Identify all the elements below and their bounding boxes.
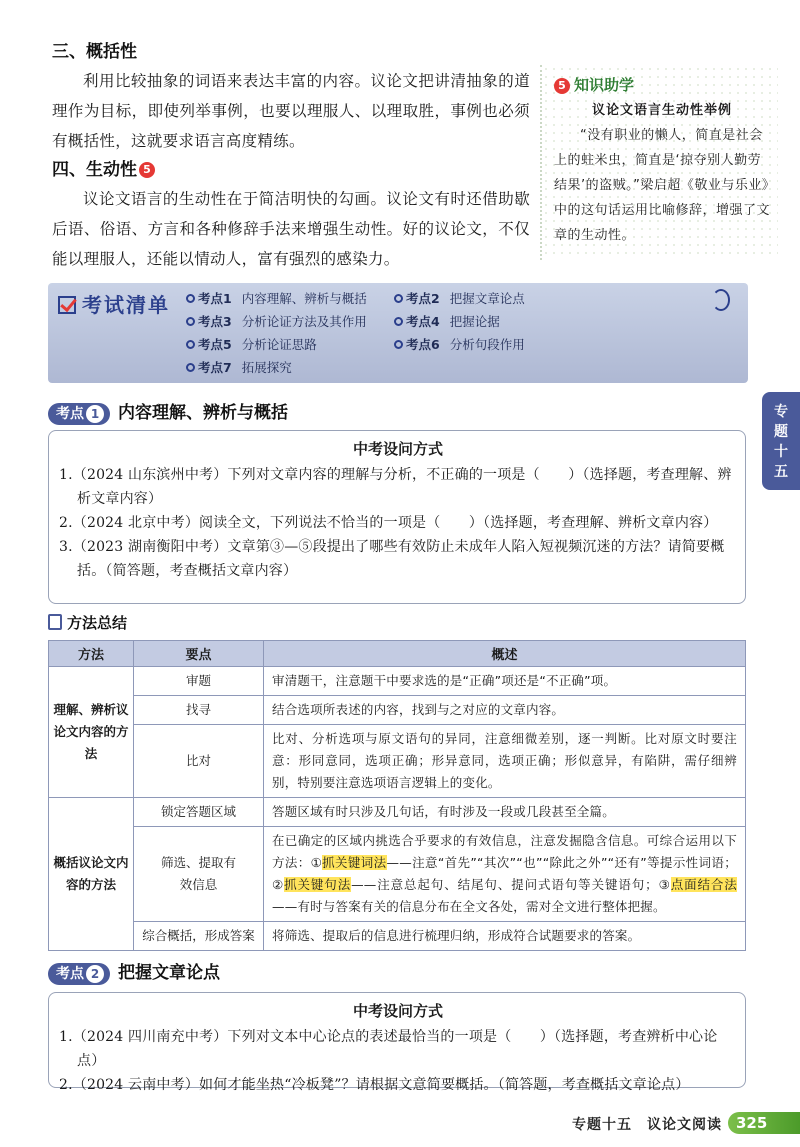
- point-cell: 找寻: [134, 696, 264, 725]
- method-group-2: 概括议论文内容的方法: [49, 798, 134, 951]
- question-box-title: 中考设问方式: [352, 440, 443, 458]
- header-desc: 概述: [264, 641, 746, 667]
- desc-cell: 审清题干，注意题干中要求选的是“正确”项还是“不正确”项。: [264, 667, 746, 696]
- table-header-row: [49, 641, 746, 667]
- chapter-side-tab: 专 题 十 五: [762, 392, 800, 490]
- footer-chapter: 专题十五 议论文阅读: [572, 1117, 722, 1133]
- section-4-paragraph: 议论文语言的生动性在于简洁明快的勾画。议论文有时还借助歇后语、俗语、方言和各种修辞手法来增强生动性。好的议论文，不仅能以理服人，还能以情动人，富有强烈的感染力。: [52, 190, 530, 268]
- question-item: 2.（2024 北京中考）阅读全文，下列说法不恰当的一项是（ ）（选择题，考查理解、辨析文章内容）: [59, 515, 718, 531]
- question-item: 1.（2024 四川南充中考）下列对文本中心论点的表述最恰当的一项是（ ）（选择题，考查辨析中心论点）: [59, 1029, 718, 1069]
- intro-section: [0, 0, 800, 270]
- bullet-icon: [394, 317, 403, 326]
- bullet-icon: [186, 294, 195, 303]
- desc-cell: 答题区域有时只涉及几句话，有时涉及一段或几段甚至全篇。: [264, 798, 746, 827]
- kaodian-1-header: [48, 398, 288, 422]
- intro-text: [52, 38, 530, 274]
- question-item: 1.（2024 山东滨州中考）下列对文章内容的理解与分析，不正确的一项是（ ）（选择题，考查理解、辨析文章内容）: [59, 467, 732, 507]
- point-cell: 比对: [134, 725, 264, 798]
- section-4-title: 四、生动性 5: [52, 156, 530, 184]
- desc-cell: 比对、分析选项与原文语句的异同，注意细微差别，逐一判断。比对原文时要注意：形同意同，选项正确；形异意同，选项正确；形似意异，有陷阱，需仔细辨别，特别要注意选项语言逻辑上的变化。: [264, 725, 746, 798]
- highlight: 抓关键句法: [284, 877, 352, 892]
- kaodian-pill: 考点 2: [48, 963, 110, 985]
- method-summary-title: 方法总结: [48, 612, 127, 634]
- desc-cell: 结合选项所表述的内容，找到与之对应的文章内容。: [264, 696, 746, 725]
- kaodian-title: 内容理解、辨析与概括: [118, 403, 288, 423]
- highlight: 抓关键词法: [322, 855, 387, 870]
- help-text: “没有职业的懒人，简直是社会上的蛀米虫，简直是‘掠夺别人勤劳结果’的盗贼。”梁启超《敬业与乐业》中的这句话运用比喻修辞，增强了文章的生动性。: [554, 128, 771, 243]
- table-row: [49, 667, 746, 696]
- banner-title: 考试清单: [58, 289, 170, 318]
- bullet-icon: [394, 294, 403, 303]
- page-number: 325: [728, 1112, 800, 1134]
- bullet-icon: [186, 340, 195, 349]
- checklist-item: 考点4 把握论据: [394, 312, 500, 332]
- question-box-title: 中考设问方式: [352, 1002, 443, 1020]
- point-cell: 筛选、提取有效信息: [134, 827, 264, 922]
- header-method: 方法: [49, 641, 134, 667]
- exam-checklist-banner: [48, 283, 748, 383]
- table-row: [49, 798, 746, 827]
- table-row: [49, 696, 746, 725]
- checkbox-icon: [58, 296, 76, 314]
- table-row: [49, 725, 746, 798]
- point-cell: 锁定答题区域: [134, 798, 264, 827]
- checklist-item: 考点3 分析论证方法及其作用: [186, 312, 367, 332]
- desc-cell: 将筛选、提取后的信息进行梳理归纳，形成符合试题要求的答案。: [264, 922, 746, 951]
- kaodian-pill: 考点 1: [48, 403, 110, 425]
- question-item: 3.（2023 湖南衡阳中考）文章第③—⑤段提出了哪些有效防止未成年人陷入短视频沉迷的方法？请简要概括。（简答题，考查概括文章内容）: [59, 539, 725, 579]
- kaodian-title: 把握文章论点: [118, 963, 220, 983]
- help-title: 议论文语言生动性举例: [591, 103, 732, 118]
- table-row: [49, 922, 746, 951]
- kaodian-2-header: [48, 958, 220, 982]
- checklist-item: 考点7 拓展探究: [186, 358, 292, 378]
- help-label: 知识助学: [574, 76, 635, 94]
- swirl-icon: [712, 289, 730, 311]
- checklist-item: 考点1 内容理解、辨析与概括: [186, 289, 367, 309]
- kaodian-2-question-box: [48, 992, 746, 1093]
- question-item: 2.（2024 云南中考）如何才能坐热“冷板凳”？请根据文意简要概括。（简答题，考查概括文章论点）: [59, 1077, 690, 1093]
- notebook-icon: [48, 614, 62, 630]
- highlight: 点面结合法: [670, 877, 737, 892]
- method-table: [48, 640, 746, 951]
- header-point: 要点: [134, 641, 264, 667]
- bullet-icon: [186, 317, 195, 326]
- section-3-paragraph: 利用比较抽象的词语来表达丰富的内容。议论文把讲清抽象的道理作为目标，即使列举事例，也要以理服人、以理取胜，事例也必须有概括性，这就要求语言高度精练。: [52, 72, 530, 150]
- footnote-badge: 5: [139, 162, 155, 178]
- bullet-icon: [186, 363, 195, 372]
- help-badge: 5: [554, 78, 570, 94]
- section-3-title: 三、概括性: [52, 42, 137, 62]
- table-row: [49, 827, 746, 922]
- point-cell: 审题: [134, 667, 264, 696]
- page-footer: [0, 1112, 800, 1138]
- knowledge-help-box: [540, 65, 778, 260]
- kaodian-1-question-box: [48, 430, 746, 604]
- checklist-item: 考点5 分析论证思路: [186, 335, 317, 355]
- method-group-1: 理解、辨析议论文内容的方法: [49, 667, 134, 798]
- desc-cell: 在已确定的区域内挑选合乎要求的有效信息，注意发掘隐含信息。可综合运用以下方法：①抓关键词法——注意“首先”“其次”“也”“除此之外”“还有”等提示性词语；②抓关键句法——注意总起句、结尾句、提问式语句等关键语句；③点面结合法——有时与答案有关的信息分布在全文各处，需对全文进行整体把握。: [264, 827, 746, 922]
- point-cell: 综合概括，形成答案: [134, 922, 264, 951]
- bullet-icon: [394, 340, 403, 349]
- help-header: [554, 73, 770, 97]
- checklist-item: 考点2 把握文章论点: [394, 289, 525, 309]
- checklist-item: 考点6 分析句段作用: [394, 335, 525, 355]
